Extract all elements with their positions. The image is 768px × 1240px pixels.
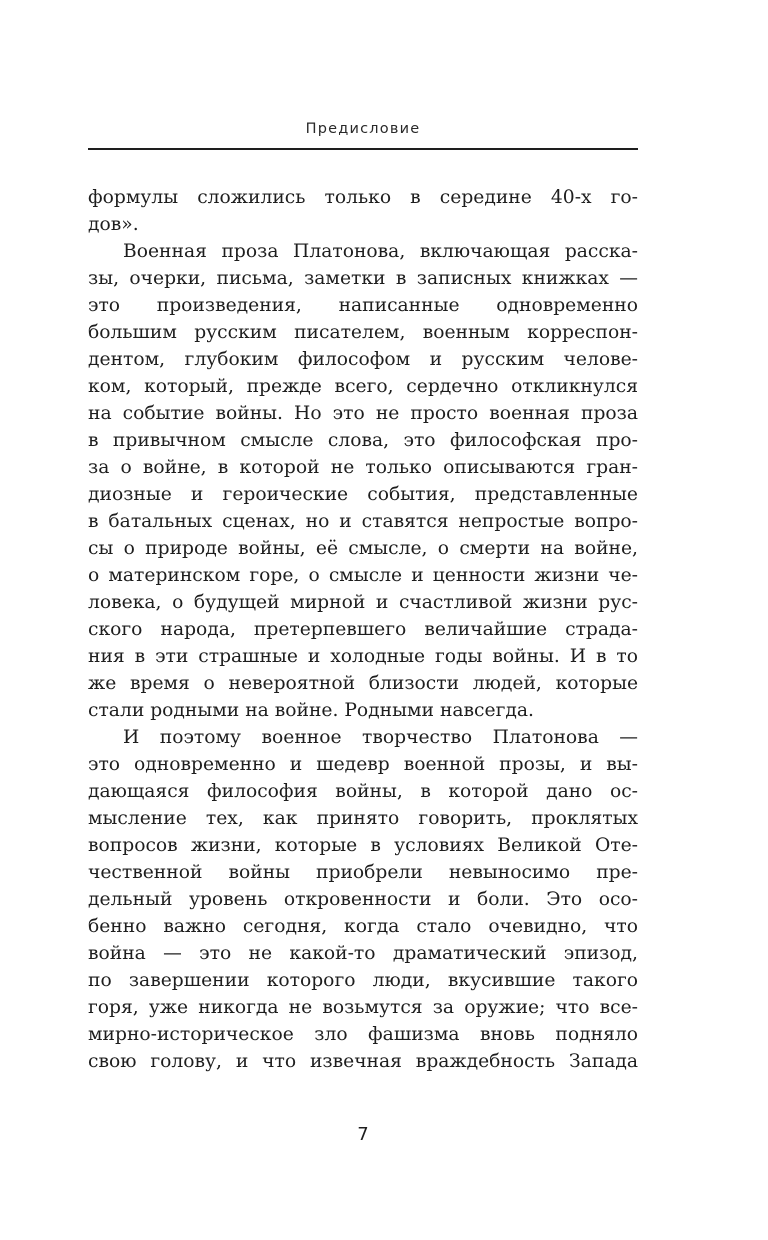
text-line: по завершении которого люди, вкусившие такого (88, 970, 638, 991)
text-line: формулы сложились только в середине 40-х го- (88, 187, 638, 208)
text-line: ком, который, прежде всего, сердечно откликнулся (88, 376, 638, 397)
text-line: в привычном смысле слова, это философская про- (88, 430, 638, 451)
text-line: зы, очерки, письма, заметки в записных книжках — (88, 268, 638, 289)
text-line: чественной войны приобрели невыносимо пре- (88, 862, 638, 883)
text-line: мысление тех, как принято говорить, проклятых (88, 808, 638, 829)
text-line: же время о невероятной близости людей, которые (88, 673, 638, 694)
text-line: на событие войны. Но это не просто военная проза (88, 403, 638, 424)
text-line: ского народа, претерпевшего величайшие страда- (88, 619, 638, 640)
text-line: за о войне, в которой не только описываются гран- (88, 457, 638, 478)
text-line: стали родными на войне. Родными навсегда. (88, 700, 534, 721)
text-line: диозные и героические события, представленные (88, 484, 638, 505)
text-line: ния в эти страшные и холодные годы войны. И в то (88, 646, 638, 667)
page-number: 7 (357, 1124, 369, 1145)
text-line: горя, уже никогда не возьмутся за оружие; что все- (88, 997, 638, 1018)
text-line: бенно важно сегодня, когда стало очевидно, что (88, 916, 638, 937)
text-line: вопросов жизни, которые в условиях Великой Оте- (88, 835, 638, 856)
text-line: мирно-историческое зло фашизма вновь подняло (88, 1024, 638, 1045)
text-line: большим русским писателем, военным корреспон- (88, 322, 638, 343)
running-head: Предисловие (305, 121, 421, 137)
text-line: дов». (88, 214, 139, 235)
text-line: в батальных сценах, но и ставятся непростые вопро- (88, 511, 638, 532)
text-line: сы о природе войны, её смысле, о смерти на войне, (88, 538, 638, 559)
text-line: дельный уровень откровенности и боли. Это осо- (88, 889, 638, 910)
text-line: о материнском горе, о смысле и ценности жизни че- (88, 565, 638, 586)
text-line: это одновременно и шедевр военной прозы, и вы- (88, 754, 638, 775)
text-line: И поэтому военное творчество Платонова — (123, 727, 638, 748)
header-rule (88, 148, 638, 150)
text-line: война — это не какой-то драматический эпизод, (88, 943, 638, 964)
text-line: свою голову, и что извечная враждебность Запада (88, 1051, 638, 1072)
text-line: Военная проза Платонова, включающая расска- (123, 241, 638, 262)
text-line: дентом, глубоким философом и русским челове- (88, 349, 638, 370)
text-line: дающаяся философия войны, в которой дано ос- (88, 781, 638, 802)
text-line: ловека, о будущей мирной и счастливой жизни рус- (88, 592, 638, 613)
text-line: это произведения, написанные одновременно (88, 295, 638, 316)
